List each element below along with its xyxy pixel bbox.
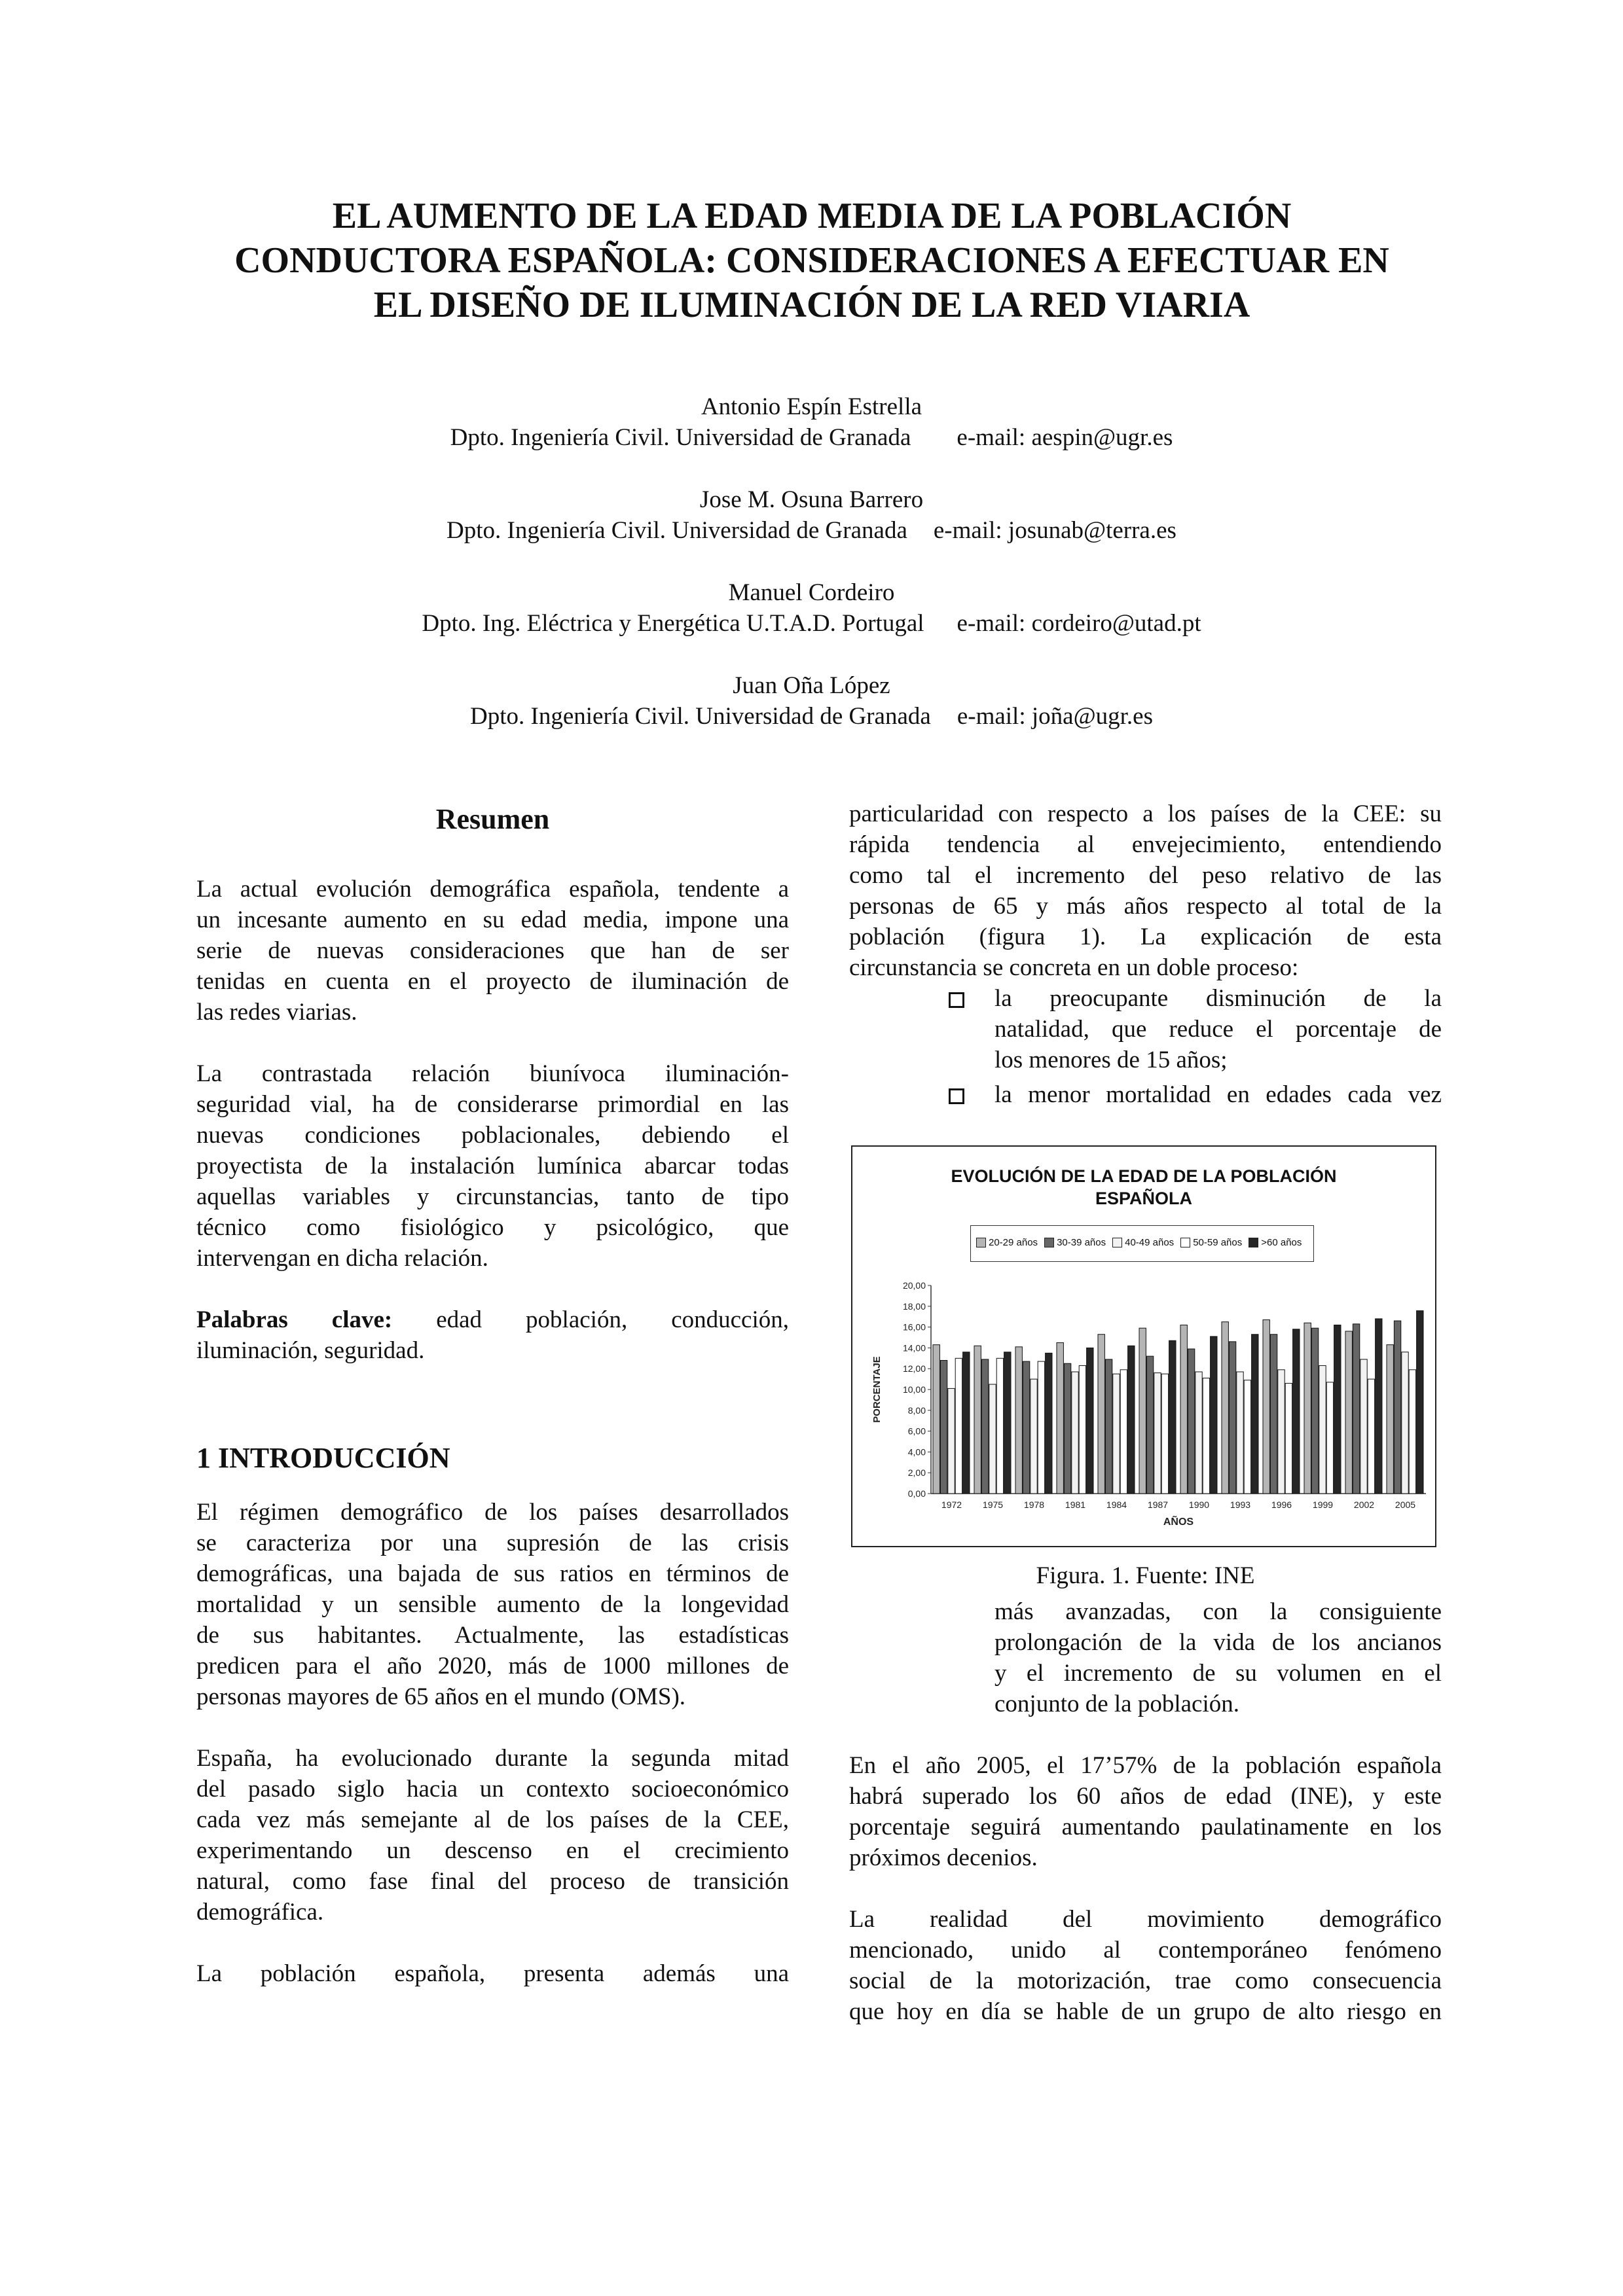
text-line: La población española, presenta además una (196, 1960, 789, 1987)
bar (1154, 1373, 1161, 1494)
text-line: social de la motorización, trae como consecuencia (849, 1967, 1442, 1994)
text-line: del pasado siglo hacia un contexto socioeconómico (196, 1776, 789, 1803)
body-paragraph (196, 1958, 789, 1989)
title-line: EL DISEÑO DE ILUMINACIÓN DE LA RED VIARIA (373, 285, 1250, 325)
text-line: las redes viarias. (196, 999, 357, 1026)
bar (1169, 1340, 1176, 1494)
text-line: natalidad, que reduce el porcentaje de (994, 1016, 1442, 1043)
text-line: En el año 2005, el 17’57% de la población española (849, 1752, 1442, 1779)
y-tick-label: 4,00 (907, 1446, 926, 1458)
bar (1015, 1347, 1022, 1494)
bar (1180, 1325, 1187, 1494)
text-line: se caracteriza por una supresión de las crisis (196, 1530, 789, 1556)
x-tick-label: 1999 (1312, 1499, 1334, 1510)
text-line: proyectista de la instalación lumínica abarcar todas (196, 1153, 789, 1179)
text-line: habrá superado los 60 años de edad (INE), y este (849, 1783, 1442, 1810)
bar (1004, 1352, 1011, 1494)
bar (1222, 1322, 1228, 1494)
x-tick-label: 2002 (1353, 1499, 1375, 1510)
text-line: técnico como fisiológico y psicológico, que (196, 1214, 789, 1241)
legend-label: >60 años (1261, 1237, 1302, 1248)
bar (1353, 1324, 1359, 1494)
text-line: personas de 65 y más años respecto al total de la (849, 893, 1442, 920)
text-line: la preocupante disminución de la (994, 985, 1442, 1012)
keywords-label: Palabras clave: (196, 1306, 393, 1333)
text-line: predicen para el año 2020, más de 1000 millones de (196, 1653, 789, 1679)
legend-label: 40-49 años (1125, 1237, 1175, 1248)
bar (1128, 1346, 1135, 1494)
text-line: y el incremento de su volumen en el (994, 1660, 1442, 1687)
text-line: conjunto de la población. (994, 1691, 1240, 1717)
bar (1038, 1361, 1044, 1494)
bar (996, 1358, 1003, 1494)
x-tick-label: 1972 (941, 1499, 962, 1510)
text-line: España, ha evolucionado durante la segunda mitad (196, 1745, 789, 1772)
bar (1161, 1374, 1168, 1494)
x-tick-label: 2005 (1395, 1499, 1416, 1510)
keywords-line: iluminación, seguridad. (196, 1337, 425, 1364)
bar (1304, 1323, 1311, 1494)
bar (1105, 1359, 1112, 1494)
bar (1409, 1370, 1415, 1494)
abstract-paragraph (196, 1058, 789, 1274)
bar (963, 1352, 970, 1494)
left-column (196, 798, 789, 1989)
x-tick-label: 1993 (1230, 1499, 1251, 1510)
body-paragraph (994, 1596, 1442, 1719)
bar (1237, 1372, 1243, 1494)
bullet-item (947, 983, 1442, 1075)
bar (1360, 1359, 1367, 1494)
bar (1229, 1342, 1235, 1494)
text-line: próximos decenios. (849, 1844, 1038, 1871)
y-tick-label: 8,00 (907, 1405, 926, 1416)
text-line: serie de nuevas consideraciones que han de ser (196, 937, 789, 964)
bar (1394, 1321, 1400, 1494)
text-line: aquellas variables y circunstancias, tanto de tipo (196, 1183, 789, 1210)
figure-caption: Figura. 1. Fuente: INE (1036, 1562, 1255, 1589)
bar (1023, 1361, 1029, 1494)
bar (933, 1345, 939, 1494)
chart-title-line: EVOLUCIÓN DE LA EDAD DE LA POBLACIÓN (951, 1166, 1337, 1186)
text-line: seguridad vial, ha de considerarse primordial en las (196, 1091, 789, 1118)
x-tick-label: 1978 (1023, 1499, 1045, 1510)
text-line: particularidad con respecto a los países de la CEE: su (849, 800, 1442, 827)
abstract-paragraph (196, 874, 789, 1028)
legend-label: 50-59 años (1193, 1237, 1243, 1248)
right-column (849, 798, 1442, 2027)
bar (1098, 1335, 1104, 1494)
body-paragraph (849, 798, 1442, 983)
author-email[interactable]: e-mail: cordeiro@utad.pt (957, 610, 1201, 637)
text-line: un incesante aumento en su edad media, impone una (196, 906, 789, 933)
bar (1319, 1365, 1326, 1494)
bar (974, 1346, 981, 1494)
body-paragraph (196, 1743, 789, 1928)
text-line: La realidad del movimiento demográfico (849, 1906, 1442, 1933)
bar (1311, 1328, 1318, 1494)
bullet-list (947, 983, 1442, 1110)
bar (940, 1360, 947, 1494)
bar (1188, 1349, 1194, 1494)
body-paragraph (196, 1497, 789, 1712)
bar (1417, 1311, 1423, 1494)
bar (1334, 1325, 1341, 1494)
y-tick-label: 2,00 (907, 1467, 926, 1479)
bar (1046, 1353, 1052, 1494)
text-line: cada vez más semejante al de los países de la CEE, (196, 1806, 789, 1833)
text-line: porcentaje seguirá aumentando paulatinamente en los (849, 1814, 1442, 1840)
text-line: la menor mortalidad en edades cada vez (994, 1081, 1442, 1108)
author-email[interactable]: e-mail: joña@ugr.es (957, 703, 1153, 730)
author-email[interactable]: e-mail: aespin@ugr.es (957, 424, 1173, 451)
bar (1203, 1378, 1209, 1494)
body-paragraph (849, 1904, 1442, 2027)
bar (1270, 1335, 1277, 1494)
keywords-text: edad población, conducción, (392, 1306, 789, 1333)
y-axis-label: PORCENTAJE (871, 1356, 883, 1423)
checkbox-bullet-icon (949, 1088, 964, 1104)
bar (1030, 1379, 1037, 1494)
legend-label: 20-29 años (989, 1237, 1038, 1248)
author-affiliation: Dpto. Ing. Eléctrica y Energética U.T.A.D. Portugal (422, 610, 924, 637)
bar (1285, 1383, 1292, 1494)
text-line: tenidas en cuenta en el proyecto de iluminación de (196, 968, 789, 995)
bar (1079, 1365, 1085, 1494)
bar (1293, 1329, 1300, 1494)
author-name: Manuel Cordeiro (728, 579, 895, 606)
bar (955, 1358, 962, 1494)
chart-title-line: ESPAÑOLA (1095, 1189, 1192, 1208)
author-list (0, 391, 1623, 763)
bar (1345, 1331, 1352, 1494)
text-line: rápida tendencia al envejecimiento, entendiendo (849, 831, 1442, 858)
bar (1072, 1372, 1078, 1494)
bar (948, 1388, 955, 1494)
title-line: EL AUMENTO DE LA EDAD MEDIA DE LA POBLACIÓN (332, 196, 1292, 236)
x-tick-label: 1984 (1106, 1499, 1127, 1510)
author-name: Juan Oña López (733, 672, 890, 699)
author-name: Jose M. Osuna Barrero (699, 486, 924, 513)
text-line: natural, como fase final del proceso de transición (196, 1868, 789, 1895)
text-line: La actual evolución demográfica española, tendente a (196, 876, 789, 903)
bar (989, 1384, 996, 1494)
text-line: experimentando un descenso en el crecimiento (196, 1837, 789, 1864)
author-block (0, 484, 1623, 546)
text-line: intervengan en dicha relación. (196, 1245, 488, 1272)
text-line: La contrastada relación biunívoca iluminación- (196, 1060, 789, 1087)
bar (1195, 1372, 1202, 1494)
y-tick-label: 18,00 (902, 1300, 926, 1312)
text-line: mortalidad y un sensible aumento de la longevidad (196, 1591, 789, 1618)
author-email[interactable]: e-mail: josunab@terra.es (933, 517, 1176, 544)
legend-label: 30-39 años (1057, 1237, 1106, 1248)
text-line: población (figura 1). La explicación de esta (849, 924, 1442, 950)
author-block (0, 670, 1623, 732)
x-tick-label: 1996 (1271, 1499, 1292, 1510)
text-line: mencionado, unido al contemporáneo fenómeno (849, 1937, 1442, 1964)
bar (1113, 1374, 1120, 1494)
bar (1252, 1335, 1258, 1494)
x-tick-label: 1987 (1147, 1499, 1169, 1510)
bar (981, 1359, 988, 1494)
checkbox-bullet-icon (949, 992, 964, 1008)
author-block (0, 577, 1623, 639)
paper-title (164, 194, 1460, 327)
title-line: CONDUCTORA ESPAÑOLA: CONSIDERACIONES A EFECTUAR EN (234, 240, 1389, 281)
bar (1402, 1352, 1408, 1494)
bar (1057, 1342, 1063, 1494)
author-name: Antonio Espín Estrella (701, 393, 922, 420)
author-block (0, 391, 1623, 453)
bar (1263, 1319, 1269, 1494)
text-line: prolongación de la vida de los ancianos (994, 1629, 1442, 1656)
bullet-text (994, 983, 1442, 1075)
text-line: los menores de 15 años; (994, 1047, 1228, 1073)
x-tick-label: 1975 (982, 1499, 1004, 1510)
text-line: más avanzadas, con la consiguiente (994, 1598, 1442, 1625)
bar (1278, 1370, 1285, 1494)
y-tick-label: 12,00 (902, 1363, 926, 1374)
section-heading-introduccion: 1 INTRODUCCIÓN (196, 1442, 450, 1474)
x-axis-label: AÑOS (1163, 1516, 1194, 1528)
bar (1211, 1336, 1217, 1494)
y-tick-label: 14,00 (902, 1342, 926, 1354)
x-tick-label: 1981 (1065, 1499, 1086, 1510)
text-line: nuevas condiciones poblacionales, debiendo el (196, 1122, 789, 1149)
text-line: como tal el incremento del peso relativo de las (849, 862, 1442, 889)
bar (1326, 1382, 1333, 1494)
y-tick-label: 10,00 (902, 1384, 926, 1395)
bar (1139, 1328, 1146, 1494)
x-tick-label: 1990 (1188, 1499, 1210, 1510)
text-line: personas mayores de 65 años en el mundo (OMS). (196, 1683, 686, 1710)
bar (1087, 1348, 1093, 1494)
text-line: demográfica. (196, 1899, 324, 1926)
y-tick-label: 0,00 (907, 1488, 926, 1499)
figure-chart (851, 1145, 1436, 1547)
text-line: que hoy en día se hable de un grupo de alto riesgo en (849, 1998, 1442, 2025)
abstract-heading: Resumen (435, 803, 550, 835)
author-affiliation: Dpto. Ingeniería Civil. Universidad de Granada (470, 703, 931, 730)
y-tick-label: 20,00 (902, 1280, 926, 1291)
bar (1376, 1319, 1382, 1494)
chart-plot (852, 1147, 1435, 1546)
y-tick-label: 6,00 (907, 1426, 926, 1437)
author-affiliation: Dpto. Ingeniería Civil. Universidad de Granada (450, 424, 911, 451)
text-line: circunstancia se concreta en un doble proceso: (849, 954, 1299, 981)
bullet-item (947, 1079, 1442, 1110)
keywords (196, 1304, 789, 1366)
bar (1387, 1345, 1393, 1494)
bar (1244, 1380, 1250, 1494)
bar (1064, 1363, 1070, 1494)
bar (1146, 1356, 1153, 1494)
bar (1368, 1379, 1374, 1494)
body-paragraph (849, 1750, 1442, 1873)
text-line: demográficas, una bajada de sus ratios en términos de (196, 1560, 789, 1587)
bar (1120, 1370, 1127, 1494)
text-line: El régimen demográfico de los países desarrollados (196, 1499, 789, 1526)
y-tick-label: 16,00 (902, 1321, 926, 1333)
bullet-text (994, 1079, 1442, 1110)
author-affiliation: Dpto. Ingeniería Civil. Universidad de Granada (447, 517, 907, 544)
text-line: de sus habitantes. Actualmente, las estadísticas (196, 1622, 789, 1649)
